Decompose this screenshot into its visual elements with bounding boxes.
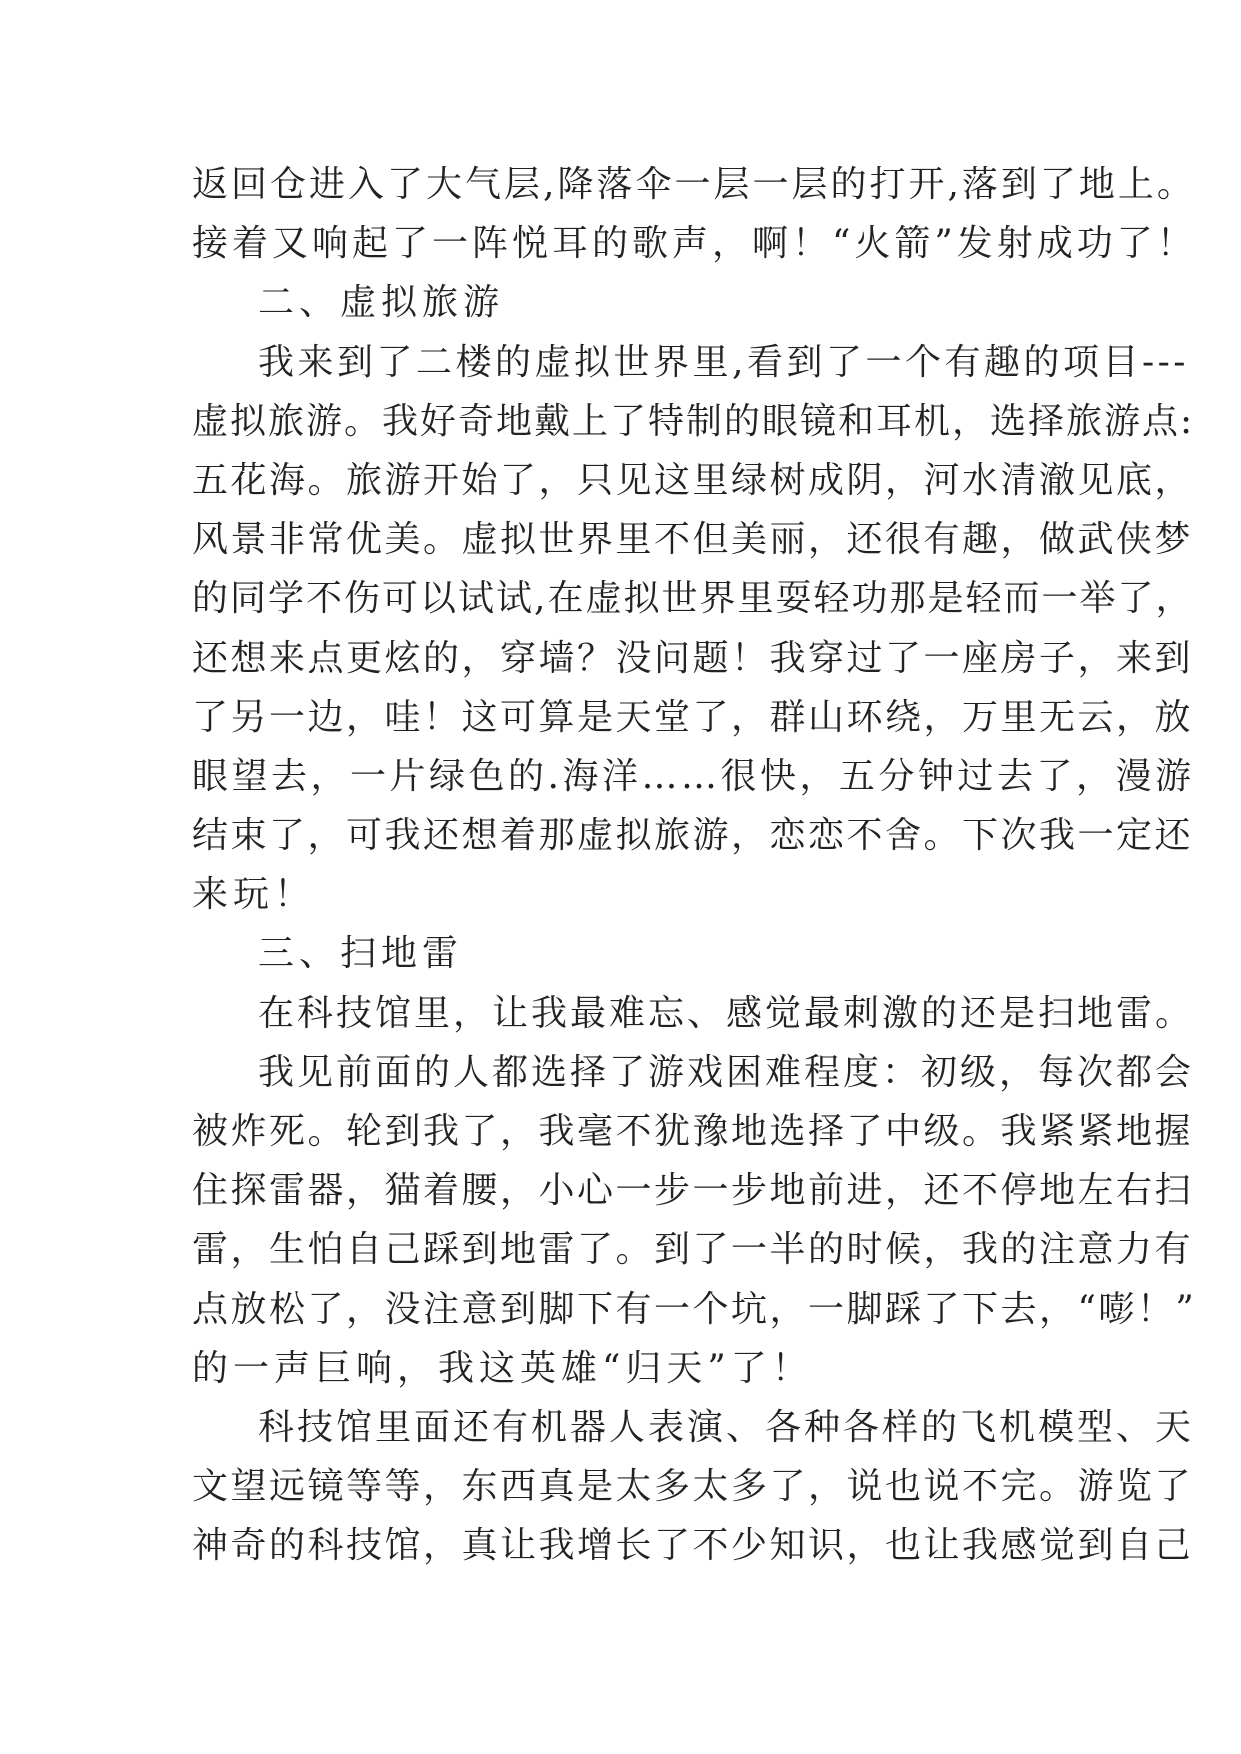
text-line: 的一声巨响，我这英雄“归天”了！: [192, 1347, 813, 1389]
text-line: 返回仓进入了大气层,降落伞一层一层的打开,落到了地上。: [192, 164, 1196, 205]
text-line: 神奇的科技馆，真让我增长了不少知识，也让我感觉到自己: [192, 1525, 1194, 1567]
text-line: 的同学不伤可以试试,在虚拟世界里耍轻功那是轻而一举了，: [192, 578, 1194, 620]
text-line: 文望远镜等等，东西真是太多太多了，说也说不完。游览了: [192, 1466, 1194, 1508]
text-line: 接着又响起了一阵悦耳的歌声，啊！“火箭”发射成功了！: [192, 223, 1197, 265]
paragraph-start-line: 在科技馆里，让我最难忘、感觉最刺激的还是扫地雷。: [258, 992, 1195, 1034]
text-line: 结束了，可我还想着那虚拟旅游，恋恋不舍。下次我一定还: [192, 815, 1194, 857]
text-line: 还想来点更炫的，穿墙？没问题！我穿过了一座房子，来到: [192, 637, 1194, 679]
text-line: 眼望去，一片绿色的.海洋……很快，五分钟过去了，漫游: [192, 755, 1195, 797]
text-line: 五花海。旅游开始了，只见这里绿树成阴，河水清澈见底，: [192, 459, 1194, 501]
text-line: 了另一边，哇！这可算是天堂了，群山环绕，万里无云，放: [192, 696, 1194, 738]
paragraph-start-line: 科技馆里面还有机器人表演、各种各样的飞机模型、天: [258, 1406, 1195, 1448]
text-line: 雷，生怕自己踩到地雷了。到了一半的时候，我的注意力有: [192, 1229, 1194, 1271]
paragraph-start-line: 二、虚拟旅游: [258, 282, 505, 324]
paragraph-start-line: 三、扫地雷: [258, 933, 464, 975]
text-line: 风景非常优美。虚拟世界里不但美丽，还很有趣，做武侠梦: [192, 519, 1194, 561]
text-line: 来玩！: [192, 874, 316, 916]
document-body: [192, 155, 1197, 1576]
paragraph-start-line: 我见前面的人都选择了游戏困难程度：初级，每次都会: [258, 1051, 1195, 1093]
text-line: 点放松了，没注意到脚下有一个坑，一脚踩了下去，“嘭！”: [192, 1288, 1197, 1330]
paragraph-start-line: 我来到了二楼的虚拟世界里,看到了一个有趣的项目---: [258, 341, 1189, 383]
text-line: 住探雷器，猫着腰，小心一步一步地前进，还不停地左右扫: [192, 1170, 1194, 1212]
text-line: 被炸死。轮到我了，我毫不犹豫地选择了中级。我紧紧地握: [192, 1111, 1194, 1152]
text-line: 虚拟旅游。我好奇地戴上了特制的眼镜和耳机，选择旅游点:: [192, 400, 1195, 442]
